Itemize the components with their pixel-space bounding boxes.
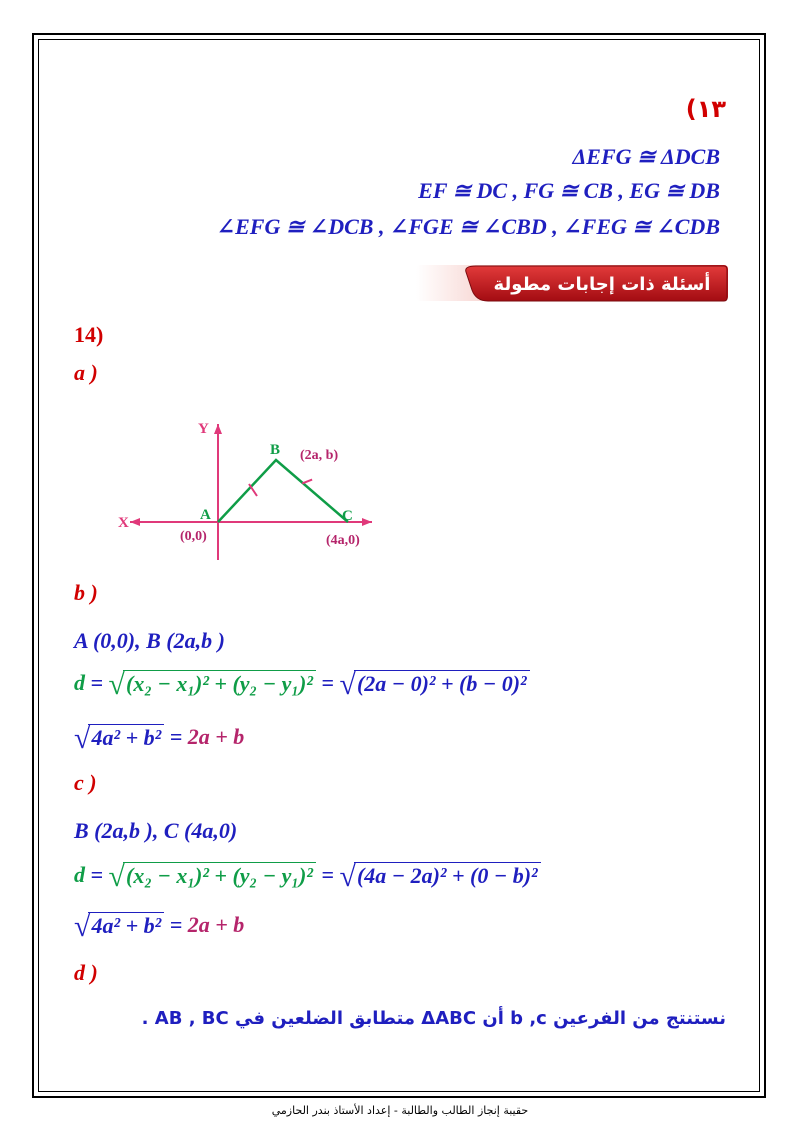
banner-shape	[416, 262, 728, 304]
q13-line-2: EF ≅ DC , FG ≅ CB , EG ≅ DB	[418, 178, 720, 203]
result-value: 2a + b	[187, 724, 245, 749]
y-label: Y	[198, 421, 209, 437]
d-variable: d	[74, 670, 85, 695]
y-axis-arrow	[214, 424, 222, 434]
part-c-distance-formula: d = √(x₂ − x₁)² + (y₂ − y₁)² = √(4a − 2a)² + (0 − b)²	[74, 862, 541, 890]
part-b-result: √4a² + b² = 2a + b	[74, 722, 245, 755]
x-label: X	[118, 515, 129, 531]
part-b-label: b )	[74, 580, 98, 605]
part-a-label: a )	[74, 360, 98, 385]
substitution-radicand: (2a − 0)² + (b − 0)²	[354, 670, 530, 697]
point-b-label: B	[270, 442, 281, 458]
point-b-coord: (2a, b)	[300, 448, 339, 463]
banner-title: أسئلة ذات إجابات مطولة	[493, 274, 711, 295]
formula-radicand: (x₂ − x₁)² + (y₂ − y₁)²	[123, 862, 316, 889]
question-13-label: ١٣)	[685, 95, 726, 123]
section-banner	[416, 262, 728, 304]
x-axis-arrow-right	[362, 518, 372, 526]
part-b-distance-formula: d = √(x₂ − x₁)² + (y₂ − y₁)² = √(2a − 0)² + (b − 0)²	[74, 670, 530, 698]
result-value: 2a + b	[187, 912, 245, 937]
formula-radicand: (x₂ − x₁)² + (y₂ − y₁)²	[123, 670, 316, 697]
part-d-conclusion: نستنتج من الفرعين b ,c أن ΔABC متطابق الضلعين في AB , BC .	[141, 1008, 726, 1029]
point-a-label: A	[200, 507, 211, 523]
part-d-label: d )	[74, 960, 98, 985]
point-a-coord: (0,0)	[180, 529, 207, 544]
page-footer: حقيبة إنجاز الطالب والطالبة - إعداد الأستاذ بندر الحازمي	[271, 1104, 529, 1117]
d-variable: d	[74, 862, 85, 887]
triangle-sides	[218, 460, 348, 522]
x-axis-arrow-left	[130, 518, 140, 526]
point-c-coord: (4a,0)	[326, 533, 360, 548]
triangle-diagram	[110, 412, 400, 564]
substitution-radicand: (4a − 2a)² + (0 − b)²	[354, 862, 541, 889]
part-c-label: c )	[74, 770, 97, 795]
part-c-points: B (2a,b ), C (4a,0)	[74, 818, 238, 843]
part-b-points: A (0,0), B (2a,b )	[74, 628, 225, 653]
part-c-result: √4a² + b² = 2a + b	[74, 910, 245, 943]
q13-line-3: ∠EFG ≅ ∠DCB , ∠FGE ≅ ∠CBD , ∠FEG ≅ ∠CDB	[216, 214, 720, 239]
simplified-radicand: 4a² + b²	[88, 912, 164, 939]
q13-line-1: ΔEFG ≅ ΔDCB	[572, 144, 720, 169]
point-c-label: C	[342, 508, 353, 524]
simplified-radicand: 4a² + b²	[88, 724, 164, 751]
question-14-label: 14)	[74, 322, 104, 347]
